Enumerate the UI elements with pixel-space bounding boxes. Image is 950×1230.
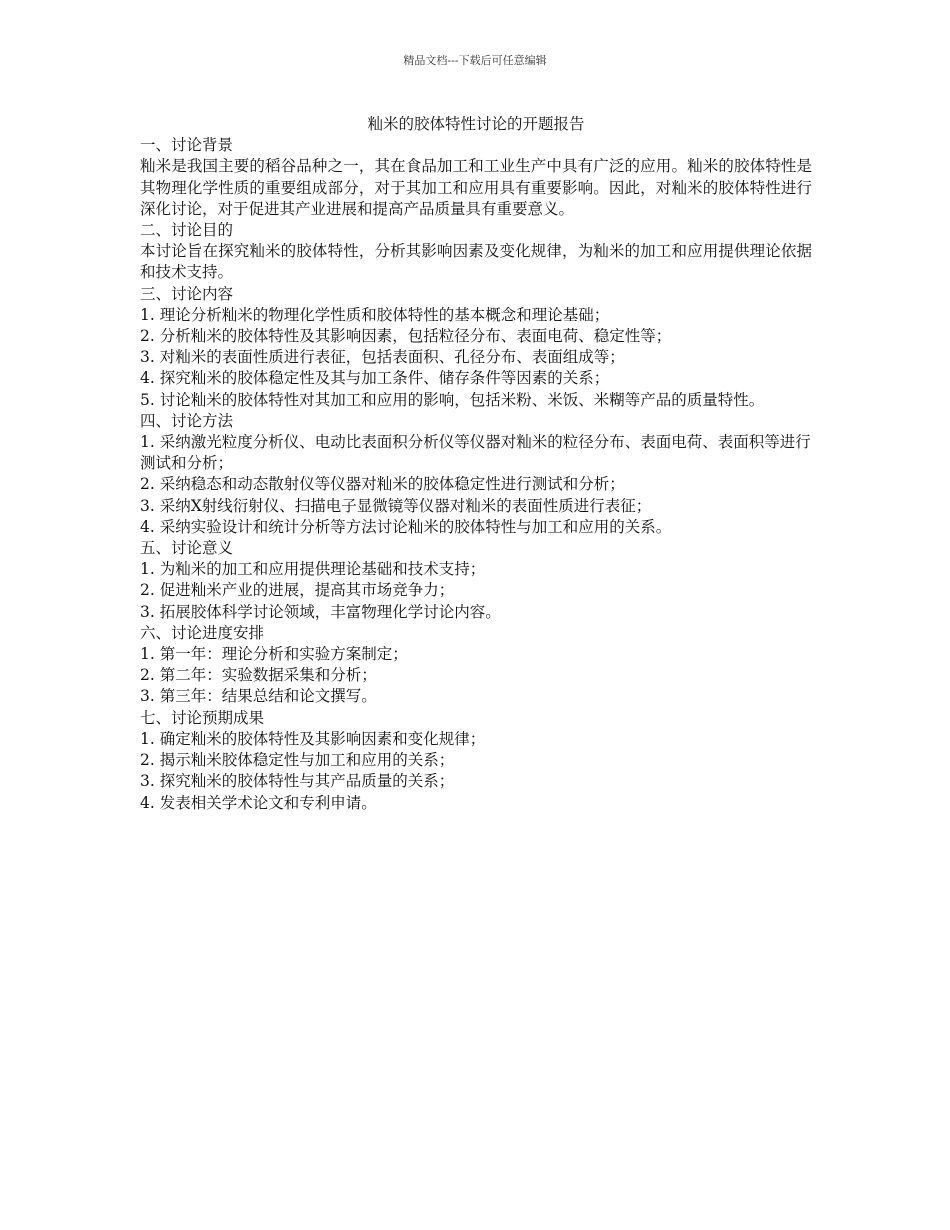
list-item: 3. 对籼米的表面性质进行表征，包括表面积、孔径分布、表面组成等； [140,348,625,367]
list-item: 5. 讨论籼米的胶体特性对其加工和应用的影响，包括米粉、米饭、米糊等产品的质量特性。 [140,390,765,409]
list-item: 2. 第二年：实验数据采集和分析； [140,666,377,685]
section-heading: 二、讨论目的 [140,221,234,240]
list-item: 4. 发表相关学术论文和专利申请。 [140,793,377,812]
list-item: 2. 采纳稳态和动态散射仪等仪器对籼米的胶体稳定性进行测试和分析； [140,475,625,494]
section-methods [140,411,812,538]
section-purpose [140,220,812,284]
section-heading: 四、讨论方法 [140,411,234,430]
section-heading: 三、讨论内容 [140,284,234,303]
list-item: 4. 采纳实验设计和统计分析等方法讨论籼米的胶体特性与加工和应用的关系。 [140,517,672,536]
section-heading: 七、讨论预期成果 [140,708,265,727]
section-heading: 六、讨论进度安排 [140,623,265,642]
section-heading: 五、讨论意义 [140,539,234,558]
page-header: 精品文档---下载后可任意编辑 [403,54,547,67]
list-item: 1. 采纳激光粒度分析仪、电动比表面积分析仪等仪器对籼米的粒径分布、表面电荷、表面积等进行测试和分析； [140,433,811,473]
list-item: 3. 拓展胶体科学讨论领域，丰富物理化学讨论内容。 [140,602,501,621]
document-body [140,114,812,814]
section-schedule [140,623,812,708]
section-heading: 一、讨论背景 [140,136,234,155]
section-paragraph: 籼米是我国主要的稻谷品种之一，其在食品加工和工业生产中具有广泛的应用。籼米的胶体特性是其物理化学性质的重要组成部分，对于其加工和应用具有重要影响。因此，对籼米的胶体特性进行深化讨论，对于促进其产业进展和提高产品质量具有重要意义。 [140,157,812,218]
list-item: 1. 确定籼米的胶体特性及其影响因素和变化规律； [140,729,486,748]
section-background [140,135,812,220]
section-paragraph: 本讨论旨在探究籼米的胶体特性，分析其影响因素及变化规律，为籼米的加工和应用提供理论依据和技术支持。 [140,242,812,282]
schedule-list [140,644,812,708]
list-item: 1. 第一年：理论分析和实验方案制定； [140,645,408,664]
document-title: 籼米的胶体特性讨论的开题报告 [367,115,585,133]
significance-list [140,559,812,623]
results-list [140,729,812,814]
list-item: 1. 理论分析籼米的物理化学性质和胶体特性的基本概念和理论基础； [140,305,610,324]
methods-list [140,432,812,538]
list-item: 2. 分析籼米的胶体特性及其影响因素，包括粒径分布、表面电荷、稳定性等； [140,327,672,346]
content-list [140,305,812,411]
list-item: 3. 采纳X射线衍射仪、扫描电子显微镜等仪器对籼米的表面性质进行表征； [140,496,652,515]
list-item: 2. 促进籼米产业的进展，提高其市场竞争力； [140,581,455,600]
section-content [140,284,812,411]
section-expected-results [140,708,812,814]
section-significance [140,538,812,623]
list-item: 1. 为籼米的加工和应用提供理论基础和技术支持； [140,560,486,579]
list-item: 3. 第三年：结果总结和论文撰写。 [140,687,377,706]
list-item: 3. 探究籼米的胶体特性与其产品质量的关系； [140,772,455,791]
list-item: 2. 揭示籼米胶体稳定性与加工和应用的关系； [140,751,455,770]
list-item: 4. 探究籼米的胶体稳定性及其与加工条件、储存条件等因素的关系； [140,369,610,388]
